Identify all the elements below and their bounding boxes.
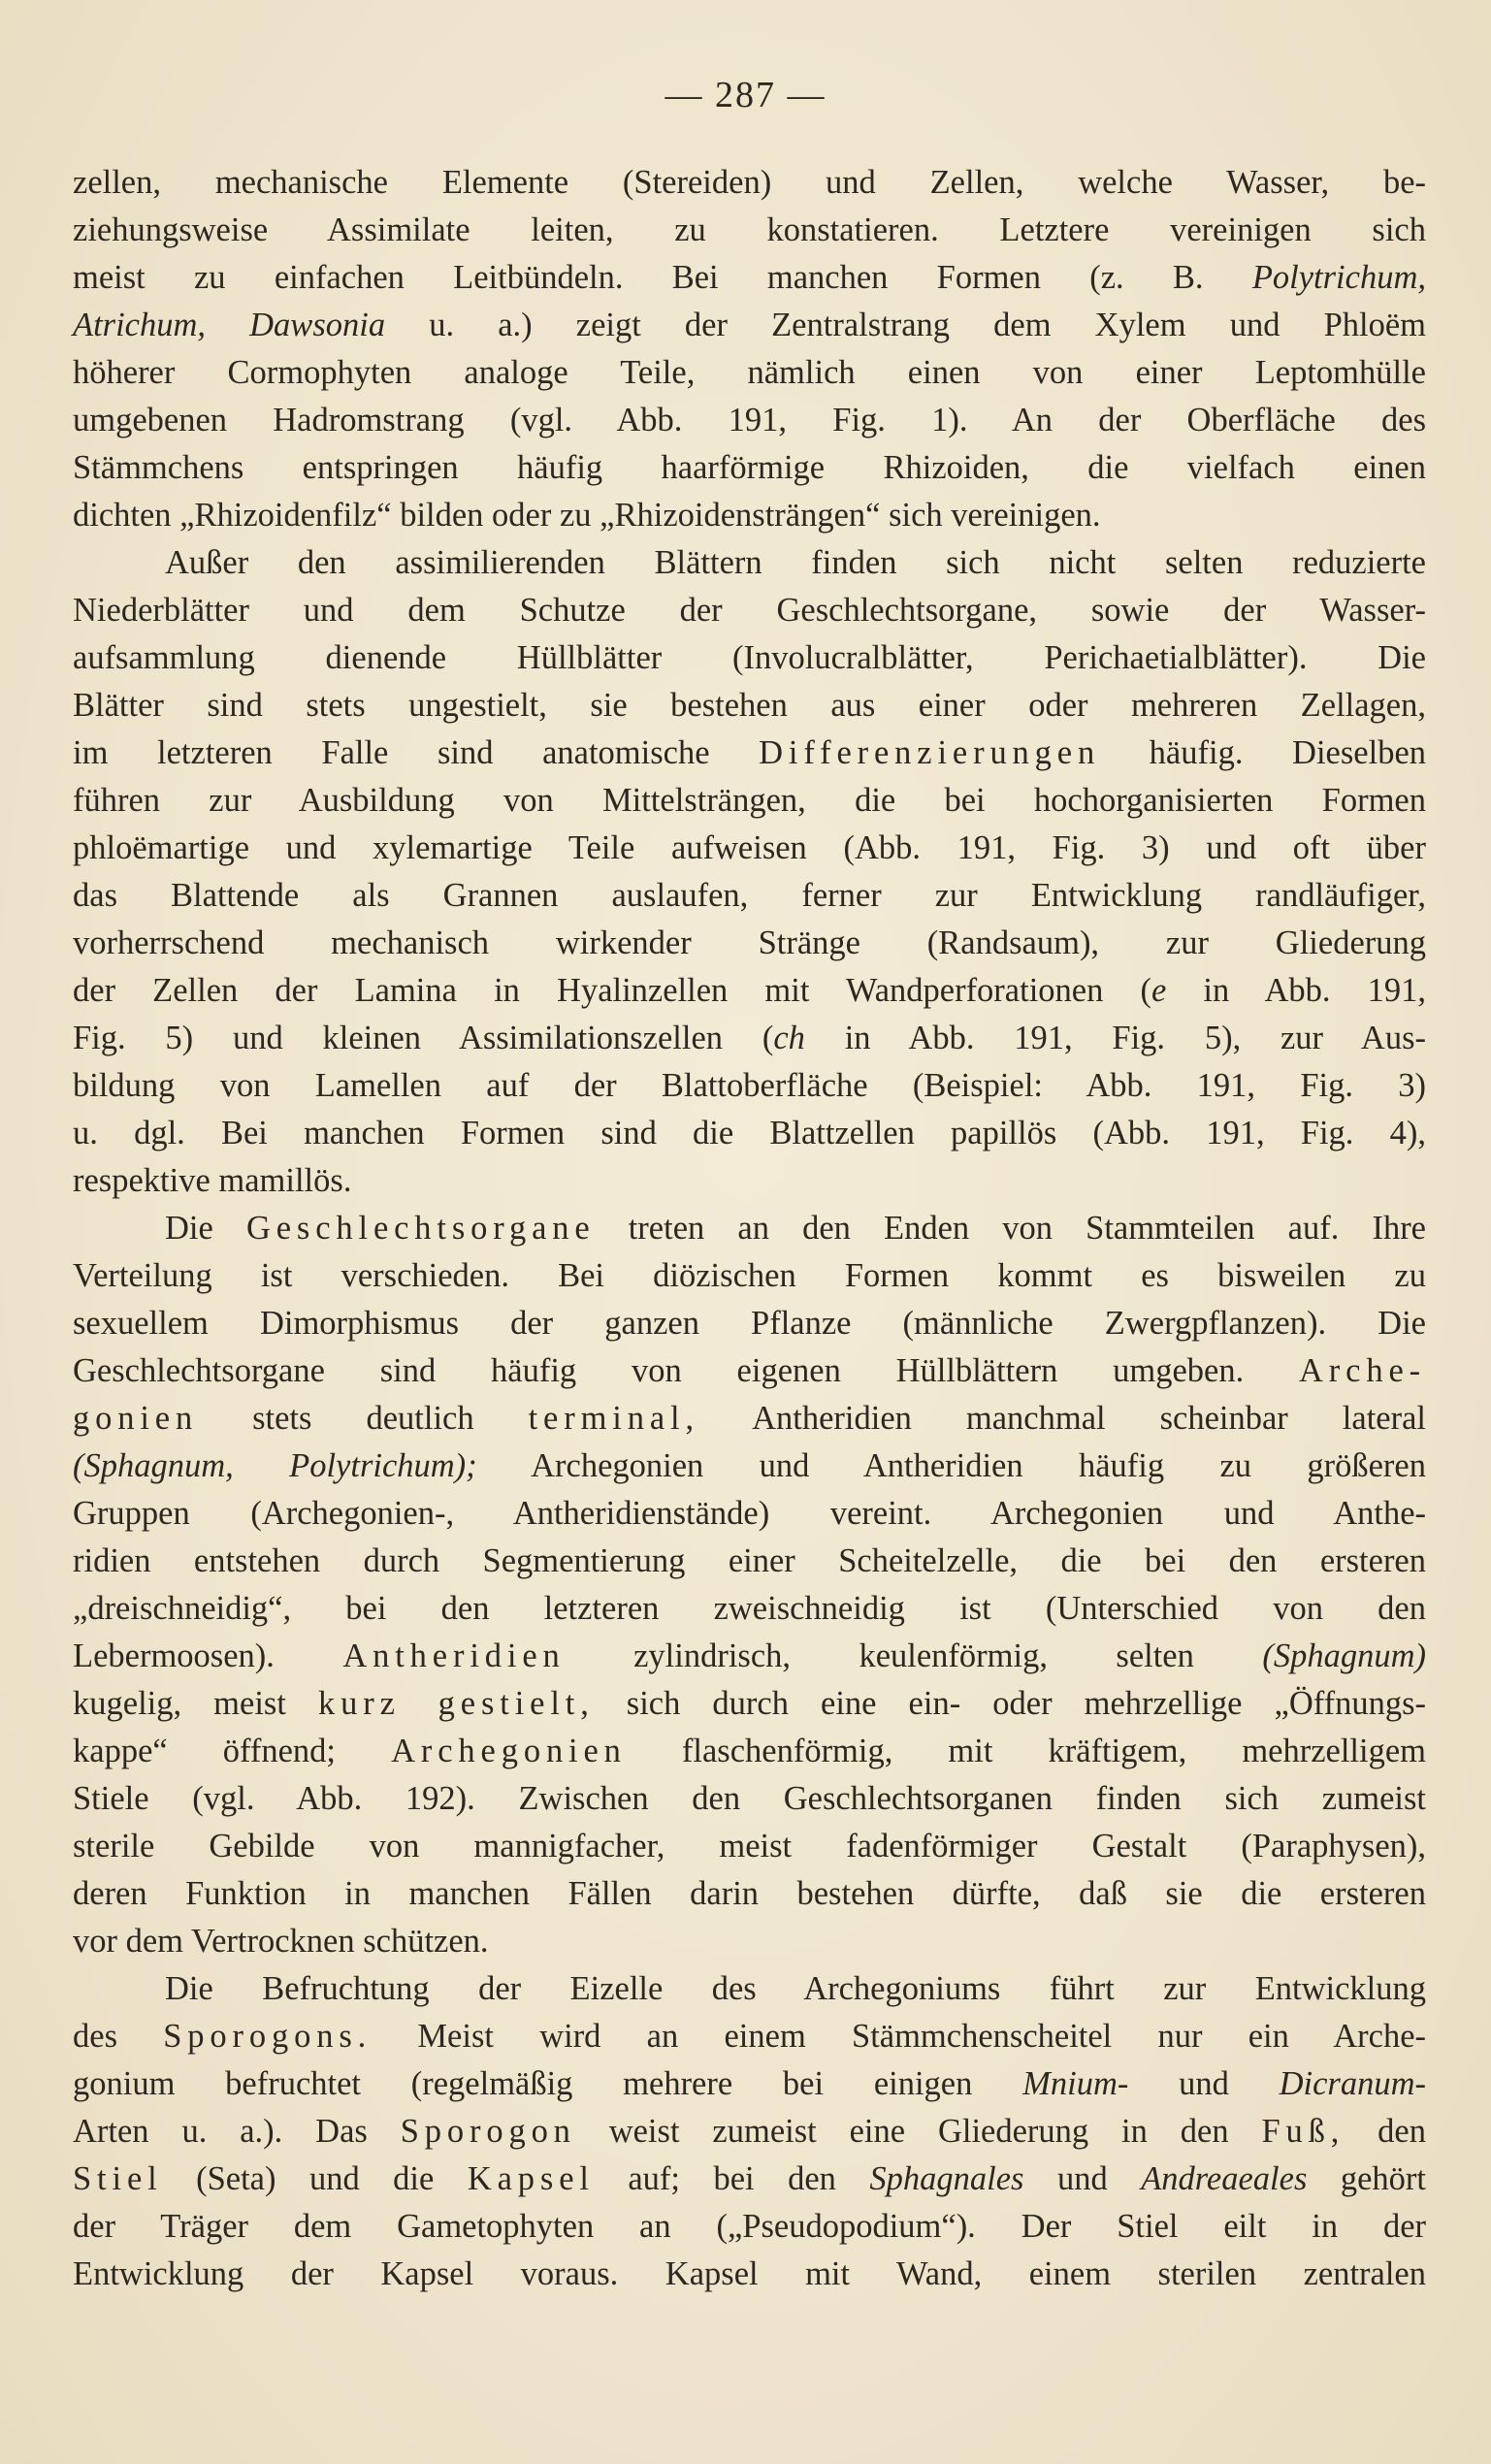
text-line bbox=[73, 302, 1426, 349]
text-segment: ridien entstehen durch Segmentierung einer Scheitelzelle, die bei den ersteren bbox=[73, 1542, 1426, 1579]
spaced-segment: Arche- bbox=[1299, 1352, 1426, 1389]
text-segment: u. a.) zeigt der Zentralstrang dem Xylem und Phloëm bbox=[385, 307, 1426, 343]
text-segment: vorherrschend mechanisch wirkender Stränge (Randsaum), zur Gliederung bbox=[73, 924, 1426, 961]
text-segment: den bbox=[1345, 2113, 1426, 2150]
text-segment: Die Befruchtung der Eizelle des Archegoniums führt zur Entwicklung bbox=[165, 1970, 1426, 2007]
text-line bbox=[73, 1965, 1426, 2013]
text-segment: u. dgl. Bei manchen Formen sind die Blattzellen papillös (Abb. 191, Fig. 4), bbox=[73, 1115, 1426, 1151]
text-line bbox=[73, 587, 1426, 634]
text-segment: und bbox=[1128, 2065, 1280, 2102]
text-line bbox=[73, 1918, 1426, 1965]
text-segment: deren Funktion in manchen Fällen darin bestehen dürfte, daß sie die ersteren bbox=[73, 1875, 1426, 1912]
text-line bbox=[73, 2060, 1426, 2108]
text-line bbox=[73, 872, 1426, 920]
text-segment: vor dem Vertrocknen schützen. bbox=[73, 1923, 489, 1960]
text-segment: Verteilung ist verschieden. Bei diözischen Formen kommt es bisweilen zu bbox=[73, 1257, 1426, 1294]
text-line bbox=[73, 1347, 1426, 1395]
body-text bbox=[73, 159, 1426, 2298]
text-line bbox=[73, 1775, 1426, 1823]
text-line bbox=[73, 1538, 1426, 1585]
text-segment: der Träger dem Gametophyten an („Pseudopodium“). Der Stiel eilt in der bbox=[73, 2208, 1426, 2245]
text-line bbox=[73, 444, 1426, 492]
text-line bbox=[73, 1870, 1426, 1918]
text-segment: meist zu einfachen Leitbündeln. Bei manchen Formen (z. B. bbox=[73, 259, 1252, 296]
text-line bbox=[73, 1205, 1426, 1252]
text-segment: Geschlechtsorgane sind häufig von eigenen Hüllblättern umgeben. bbox=[73, 1352, 1300, 1389]
text-segment: aufsammlung dienende Hüllblätter (Involucralblätter, Perichaetialblätter). Die bbox=[73, 639, 1426, 676]
spaced-segment: Differenzierungen bbox=[759, 734, 1101, 771]
text-segment: im letzteren Falle sind anatomische bbox=[73, 734, 760, 771]
italic-segment: Dicranum- bbox=[1279, 2065, 1427, 2102]
text-line bbox=[73, 207, 1426, 254]
text-segment: respektive mamillös. bbox=[73, 1162, 352, 1199]
text-line bbox=[73, 2108, 1426, 2156]
text-line bbox=[73, 254, 1426, 302]
text-line bbox=[73, 825, 1426, 872]
text-segment: Blätter sind stets ungestielt, sie bestehen aus einer oder mehreren Zellagen, bbox=[73, 687, 1426, 724]
italic-segment: Andreaeales bbox=[1141, 2160, 1308, 2197]
text-line bbox=[73, 1157, 1426, 1205]
text-line bbox=[73, 634, 1426, 682]
text-segment: höherer Cormophyten analoge Teile, nämlich einen von einer Leptomhülle bbox=[73, 354, 1426, 391]
text-segment: weist zumeist eine Gliederung in den bbox=[575, 2113, 1262, 2150]
italic-segment: ch bbox=[773, 1020, 805, 1056]
text-segment: führen zur Ausbildung von Mittelsträngen, die bei hochorganisierten Formen bbox=[73, 782, 1426, 819]
text-line bbox=[73, 2251, 1426, 2298]
text-line bbox=[73, 967, 1426, 1015]
text-line bbox=[73, 1728, 1426, 1775]
text-segment: kugelig, meist bbox=[73, 1685, 318, 1722]
text-line bbox=[73, 492, 1426, 539]
text-line bbox=[73, 1823, 1426, 1870]
text-segment: zylindrisch, keulenförmig, selten bbox=[565, 1637, 1263, 1674]
text-segment: der Zellen der Lamina in Hyalinzellen mit Wandperforationen ( bbox=[73, 972, 1151, 1009]
text-segment: Stiele (vgl. Abb. 192). Zwischen den Geschlechtsorganen finden sich zumeist bbox=[73, 1780, 1426, 1817]
text-segment: Außer den assimilierenden Blättern finden sich nicht selten reduzierte bbox=[165, 544, 1426, 581]
text-line bbox=[73, 1252, 1426, 1300]
text-segment: phloëmartige und xylemartige Teile aufweisen (Abb. 191, Fig. 3) und oft über bbox=[73, 829, 1426, 866]
text-segment: Niederblätter und dem Schutze der Geschlechtsorgane, sowie der Wasser- bbox=[73, 592, 1426, 629]
text-line bbox=[73, 1300, 1426, 1347]
spaced-segment: Kapsel bbox=[467, 2160, 595, 2197]
text-segment: stets deutlich bbox=[198, 1400, 529, 1437]
text-segment: umgebenen Hadromstrang (vgl. Abb. 191, Fig. 1). An der Oberfläche des bbox=[73, 402, 1426, 438]
italic-segment: Polytrichum, bbox=[1251, 259, 1426, 296]
text-segment: häufig. Dieselben bbox=[1100, 734, 1427, 771]
text-segment: Meist wird an einem Stämmchenscheitel nur ein Arche- bbox=[372, 2018, 1426, 2055]
text-segment: (Seta) und die bbox=[162, 2160, 468, 2197]
text-line bbox=[73, 1443, 1426, 1490]
spaced-segment: Sporogon bbox=[400, 2113, 576, 2150]
text-line bbox=[73, 1490, 1426, 1538]
page-number: — 287 — bbox=[664, 75, 827, 115]
spaced-segment: kurz gestielt, bbox=[317, 1685, 595, 1722]
text-segment: das Blattende als Grannen auslaufen, ferner zur Entwicklung randläufiger, bbox=[73, 877, 1426, 914]
text-segment: auf; bei den bbox=[594, 2160, 870, 2197]
text-segment: sich durch eine ein- oder mehrzellige „Öffnungs- bbox=[594, 1685, 1427, 1722]
text-segment: sterile Gebilde von mannigfacher, meist fadenförmiger Gestalt (Paraphysen), bbox=[73, 1828, 1426, 1864]
text-segment: Lebermoosen). bbox=[73, 1637, 343, 1674]
text-segment: Gruppen (Archegonien-, Antheridienstände) vereint. Archegonien und Anthe- bbox=[73, 1495, 1426, 1532]
spaced-segment: gonien bbox=[73, 1400, 199, 1437]
text-segment: Die bbox=[165, 1210, 246, 1247]
text-segment: dichten „Rhizoidenfilz“ bilden oder zu „Rhizoidensträngen“ sich vereinigen. bbox=[73, 497, 1101, 534]
text-segment: in Abb. 191, bbox=[1166, 972, 1426, 1009]
spaced-segment: Archegonien bbox=[391, 1733, 627, 1769]
text-segment: Fig. 5) und kleinen Assimilationszellen ( bbox=[73, 1020, 774, 1056]
text-segment: treten an den Enden von Stammteilen auf. Ihre bbox=[595, 1210, 1426, 1247]
text-segment: ziehungsweise Assimilate leiten, zu konstatieren. Letztere vereinigen sich bbox=[73, 211, 1426, 248]
italic-segment: Mnium- bbox=[1022, 2065, 1129, 2102]
text-line bbox=[73, 159, 1426, 207]
text-line bbox=[73, 2203, 1426, 2251]
text-segment: des bbox=[73, 2018, 164, 2055]
italic-segment: Atrichum, Dawsonia bbox=[73, 307, 386, 343]
spaced-segment: Stiel bbox=[73, 2160, 163, 2197]
text-segment: in Abb. 191, Fig. 5), zur Aus- bbox=[804, 1020, 1426, 1056]
italic-segment: (Sphagnum, Polytrichum); bbox=[73, 1447, 477, 1484]
text-segment: Entwicklung der Kapsel voraus. Kapsel mit Wand, einem sterilen zentralen bbox=[73, 2255, 1426, 2292]
text-line bbox=[73, 729, 1426, 777]
text-line bbox=[73, 1062, 1426, 1110]
text-line bbox=[73, 1395, 1426, 1443]
italic-segment: e bbox=[1151, 972, 1167, 1009]
text-segment: zellen, mechanische Elemente (Stereiden) und Zellen, welche Wasser, be- bbox=[73, 164, 1426, 201]
text-segment: und bbox=[1023, 2160, 1142, 2197]
text-line bbox=[73, 1015, 1426, 1062]
text-line bbox=[73, 2013, 1426, 2060]
text-line bbox=[73, 2156, 1426, 2203]
spaced-segment: Antheridien bbox=[342, 1637, 566, 1674]
text-line bbox=[73, 1680, 1426, 1728]
text-line bbox=[73, 539, 1426, 587]
text-segment: Stämmchens entspringen häufig haarförmige Rhizoiden, die vielfach einen bbox=[73, 449, 1426, 486]
text-line bbox=[73, 397, 1426, 444]
italic-segment: Sphagnales bbox=[869, 2160, 1024, 2197]
text-segment: kappe“ öffnend; bbox=[73, 1733, 392, 1769]
spaced-segment: terminal, bbox=[528, 1400, 699, 1437]
text-line bbox=[73, 349, 1426, 397]
spaced-segment: Geschlechtsorgane bbox=[245, 1210, 596, 1247]
text-segment: gonium befruchtet (regelmäßig mehrere bei einigen bbox=[73, 2065, 1023, 2102]
text-segment: bildung von Lamellen auf der Blattoberfläche (Beispiel: Abb. 191, Fig. 3) bbox=[73, 1067, 1426, 1104]
text-segment: gehört bbox=[1307, 2160, 1427, 2197]
italic-segment: (Sphagnum) bbox=[1262, 1637, 1426, 1674]
text-line bbox=[73, 682, 1426, 729]
text-line bbox=[73, 1633, 1426, 1680]
text-line bbox=[73, 1585, 1426, 1633]
text-segment: sexuellem Dimorphismus der ganzen Pflanze (männliche Zwergpflanzen). Die bbox=[73, 1305, 1426, 1342]
text-line bbox=[73, 1110, 1426, 1157]
text-segment: Arten u. a.). Das bbox=[73, 2113, 401, 2150]
text-segment: „dreischneidig“, bei den letzteren zweischneidig ist (Unterschied von den bbox=[73, 1590, 1426, 1627]
text-segment: Antheridien manchmal scheinbar lateral bbox=[698, 1400, 1426, 1437]
spaced-segment: Sporogons. bbox=[163, 2018, 373, 2055]
text-line bbox=[73, 920, 1426, 967]
text-segment: Archegonien und Antheridien häufig zu größeren bbox=[476, 1447, 1426, 1484]
text-segment: flaschenförmig, mit kräftigem, mehrzelligem bbox=[626, 1733, 1426, 1769]
text-line bbox=[73, 777, 1426, 825]
spaced-segment: Fuß, bbox=[1261, 2113, 1345, 2150]
